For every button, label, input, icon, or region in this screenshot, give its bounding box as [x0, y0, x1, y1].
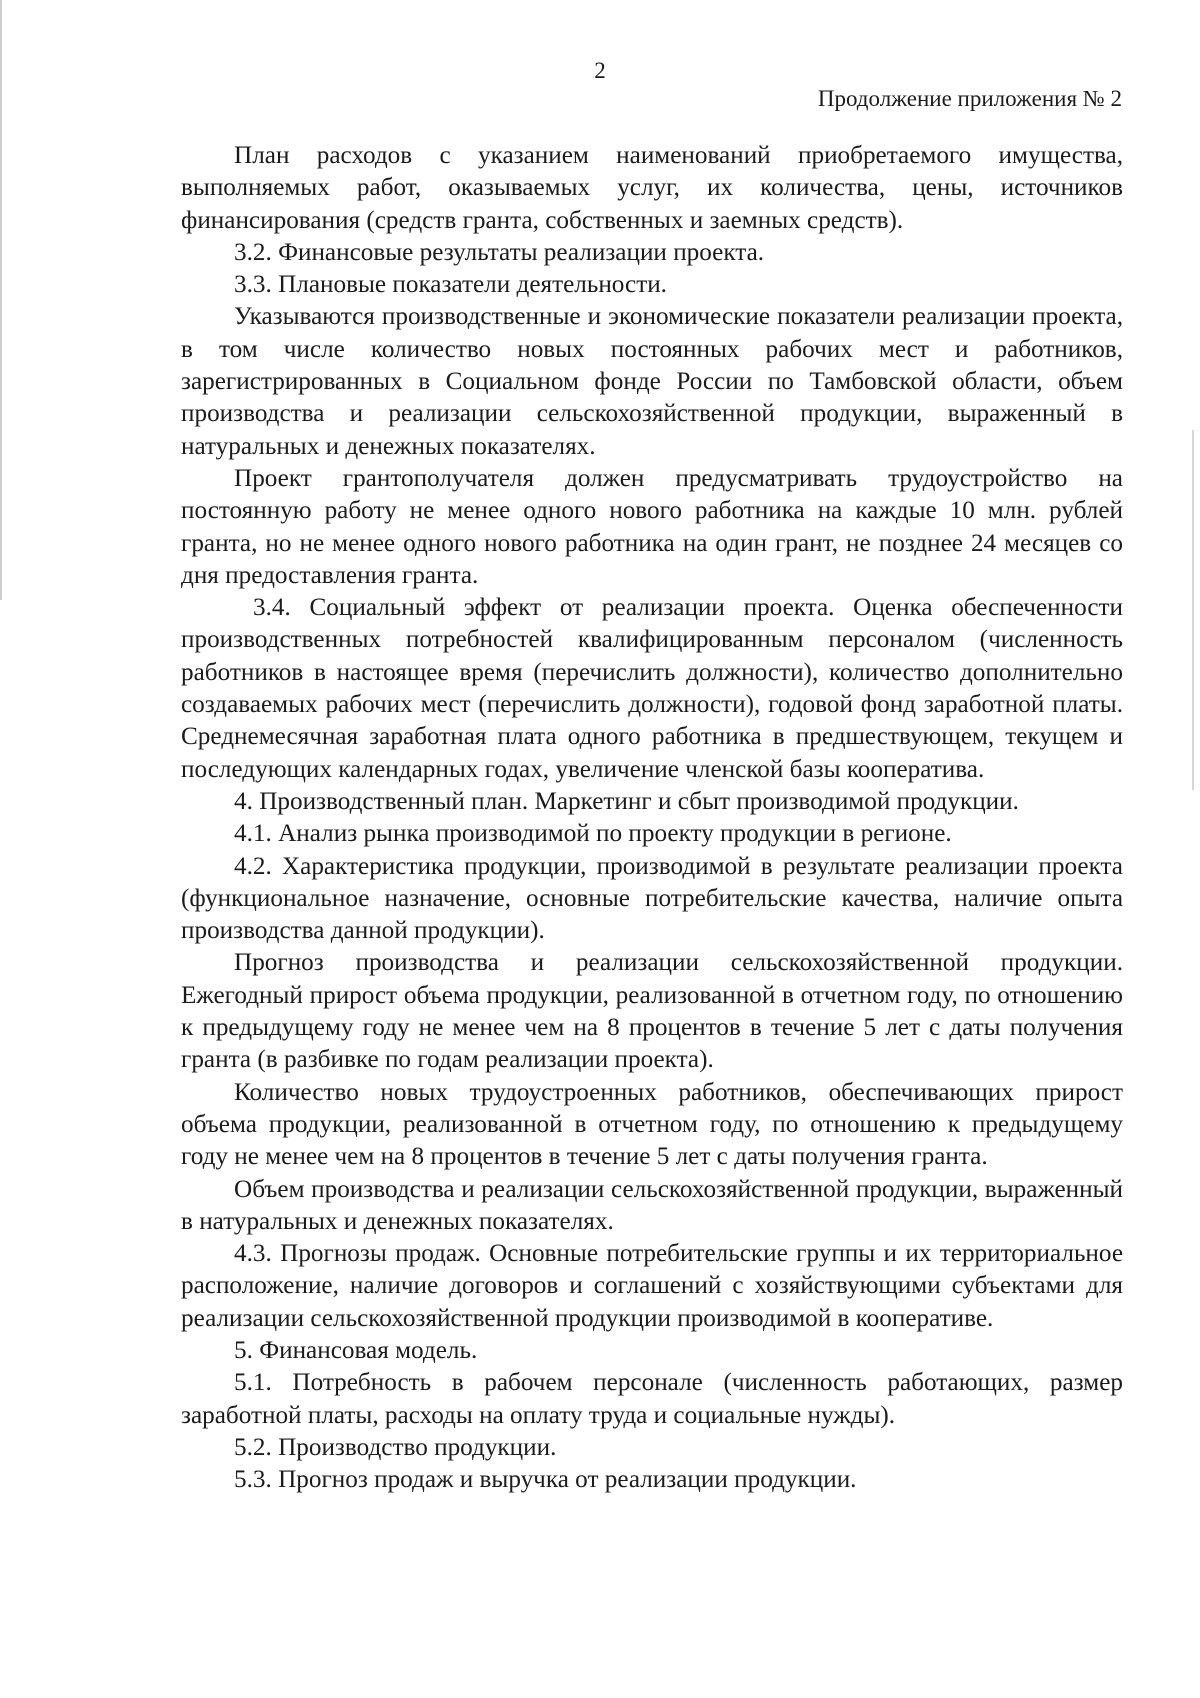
paragraph-4-1: 4.1. Анализ рынка производимой по проекту продукции в регионе.: [234, 820, 952, 848]
paragraph-indicators: Указываются производственные и экономические показатели реализации проекта, в том числе количество новых постоянных рабочих мест и работников, зарегистрированных в Социальном фонде России по Тамбовской области, объем производства и реализации сельскохозяйственной продукции, выраженный в натуральных и денежных показателях.: [181, 303, 1123, 460]
paragraph-production-forecast: Прогноз производства и реализации сельскохозяйственной продукции. Ежегодный прирост объема продукции, реализованной в отчетном году, по отношению к предыдущему году не менее чем на 8 процентов в течение 5 лет с даты получения гранта (в разбивке по годам реализации проекта).: [181, 949, 1123, 1074]
appendix-continuation-label: Продолжение приложения № 2: [817, 86, 1122, 111]
paragraph-5-1: 5.1. Потребность в рабочем персонале (численность работающих, размер заработной платы, расходы на оплату труда и социальные нужды).: [181, 1369, 1123, 1429]
paragraph-3-2: 3.2. Финансовые результаты реализации проекта.: [234, 238, 765, 266]
paragraph-5: 5. Финансовая модель.: [234, 1336, 478, 1364]
paragraph-5-2: 5.2. Производство продукции.: [234, 1433, 557, 1461]
scan-edge-left: [0, 0, 2, 600]
paragraph-4: 4. Производственный план. Маркетинг и сбыт производимой продукции.: [234, 787, 1019, 815]
paragraph-3-3: 3.3. Плановые показатели деятельности.: [234, 271, 667, 299]
scan-edge-right: [1192, 430, 1194, 790]
paragraph-4-2: 4.2. Характеристика продукции, производимой в результате реализации проекта (функциональное назначение, основные потребительские качества, наличие опыта производства данной продукции).: [181, 852, 1123, 945]
document-body: [181, 140, 1123, 1496]
paragraph-new-workers: Количество новых трудоустроенных работников, обеспечивающих прирост объема продукции, реализованной в отчетном году, по отношению к предыдущему году не менее чем на 8 процентов в течение 5 лет с даты получения гранта.: [181, 1078, 1123, 1171]
paragraph-5-3: 5.3. Прогноз продаж и выручка от реализации продукции.: [234, 1466, 857, 1494]
paragraph-employment-requirement: Проект грантополучателя должен предусматривать трудоустройство на постоянную работу не менее одного нового работника на каждые 10 млн. рублей гранта, но не менее одного нового работника на один грант, не позднее 24 месяцев со дня предоставления гранта.: [181, 464, 1123, 589]
paragraph-3-4: 3.4. Социальный эффект от реализации проекта. Оценка обеспеченности производственных потребностей квалифицированным персоналом (численность работников в настоящее время (перечислить должности), количество дополнительно создаваемых рабочих мест (перечислить должности), годовой фонд заработной платы. Среднемесячная заработная плата одного работника в предшествующем, текущем и последующих календарных годах, увеличение членской базы кооператива.: [181, 594, 1123, 783]
paragraph-expense-plan: План расходов с указанием наименований приобретаемого имущества, выполняемых работ, оказываемых услуг, их количества, цены, источников финансирования (средств гранта, собственных и заемных средств).: [181, 142, 1123, 234]
paragraph-production-volume: Объем производства и реализации сельскохозяйственной продукции, выраженный в натуральных и денежных показателях.: [181, 1175, 1123, 1235]
paragraph-4-3: 4.3. Прогнозы продаж. Основные потребительские группы и их территориальное расположение, наличие договоров и соглашений с хозяйствующими субъектами для реализации сельскохозяйственной продукции производимой в кооперативе.: [181, 1240, 1123, 1332]
page-number: 2: [594, 58, 606, 83]
